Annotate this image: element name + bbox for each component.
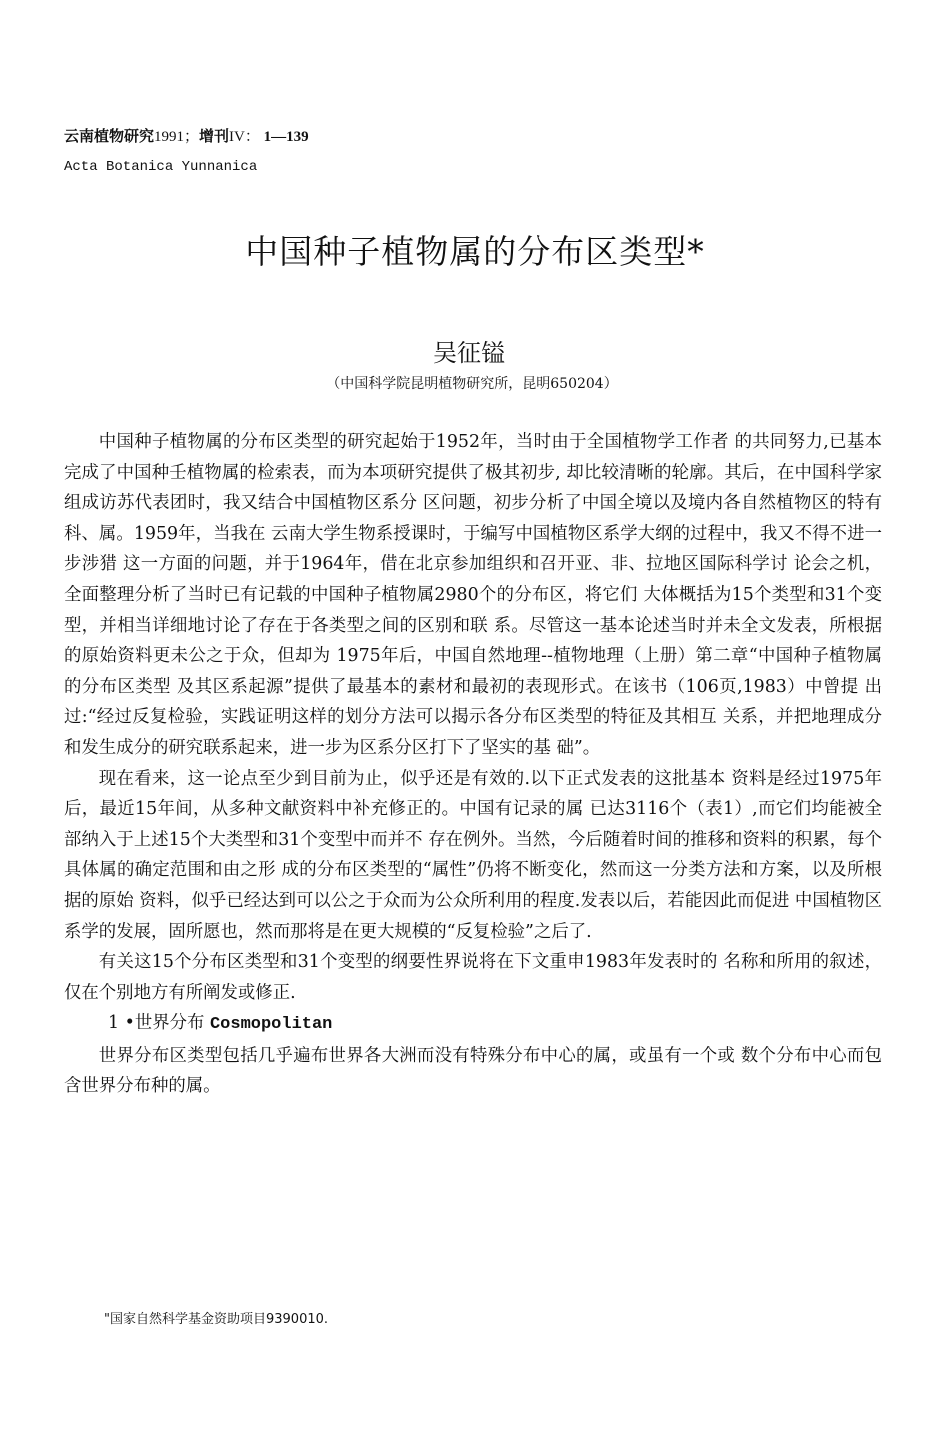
paper-body [64,427,882,1102]
journal-year: 1991； [154,129,200,145]
author-affiliation: （中国科学院昆明植物研究所，昆明650204） [326,376,618,392]
body-paragraph: 现在看来，这一论点至少到目前为止，似乎还是有效的.以下正式发表的这批基本 资料是经过1975年后，最近15年间，从多种文献资料中补充修正的。中国有记录的属 已达3116个（表1）,而它们均能被全部纳入于上述15个大类型和31个变型中而并不 存在例外。当然，今后随着时间的推移和资料的积累，每个具体属的确定范围和由之形 成的分布区类型的“属性”仍将不断变化，然而这一分类方法和方案，以及所根据的原始 资料，似乎已经达到可以公之于众而为公众所利用的程度.发表以后，若能因此而促进 中国植物区系学的发展，固所愿也，然而那将是在更大规模的“反复检验”之后了. [64,768,882,942]
body-paragraph: 有关这15个分布区类型和31个变型的纲要性界说将在下文重申1983年发表时的 名称和所用的叙述，仅在个别地方有所阐发或修正. [64,952,882,1003]
section-title-cn: 世界分布 [134,1013,205,1034]
section-title-en: Cosmopolitan [209,1015,333,1035]
author-name: 吴征镒 [433,339,505,367]
footnote: "国家自然科学基金资助项目9390010. [104,1312,329,1327]
section-paragraph: 世界分布区类型包括几乎遍布世界各大洲而没有特殊分布中心的属，或虽有一个或 数个分布中心而包含世界分布种的属。 [64,1045,882,1097]
journal-volume: IV： [229,129,260,145]
journal-citation [64,122,309,152]
section-heading [64,1008,882,1041]
body-paragraph: 中国种子植物属的分布区类型的研究起始于1952年，当时由于全国植物学工作者 的共同努力,已基本完成了中国种壬植物属的检索表，而为本项研究提供了极其初步, 却比较清晰的轮廓。其后，在中国科学家组成访苏代表团时，我又结合中国植物区系分 区问题，初步分析了中国全境以及境内各自然植物区的特有科、属。1959年，当我在 云南大学生物系授课时，于编写中国植物区系学大纲的过程中，我又不得不进一步涉猎 这一方面的问题，并于1964年，借在北京参加组织和召开亚、非、拉地区国际科学讨 论会之机，全面整理分析了当时已有记载的中国种子植物属2980个的分布区，将它们 大体概括为15个类型和31个变型，并相当详细地讨论了存在于各类型之间的区别和联 系。尽管这一基本论述当时并未全文发表，所根据的原始资料更未公之于众，但却为 1975年后，中国自然地理--植物地理（上册）第二章“中国种子植物属的分布区类型 及其区系起源”提供了最基本的素材和最初的表现形式。在该书（106页,1983）中曾提 出过:“经过反复检验，实践证明这样的划分方法可以揭示各分布区类型的特征及其相互 关系，并把地理成分和发生成分的研究联系起来，进一步为区系分区打下了坚实的基 础”。 [64,432,882,758]
journal-name-en: Acta Botanica Yunnanica [64,159,258,175]
journal-pages: 1—139 [263,129,309,145]
journal-supplement: 增刊 [199,129,230,145]
paper-title: 中国种子植物属的分布区类型* [245,232,705,271]
journal-name-cn: 云南植物研究 [64,129,155,145]
journal-header [64,122,309,182]
section-number: 1 • [108,1013,135,1034]
